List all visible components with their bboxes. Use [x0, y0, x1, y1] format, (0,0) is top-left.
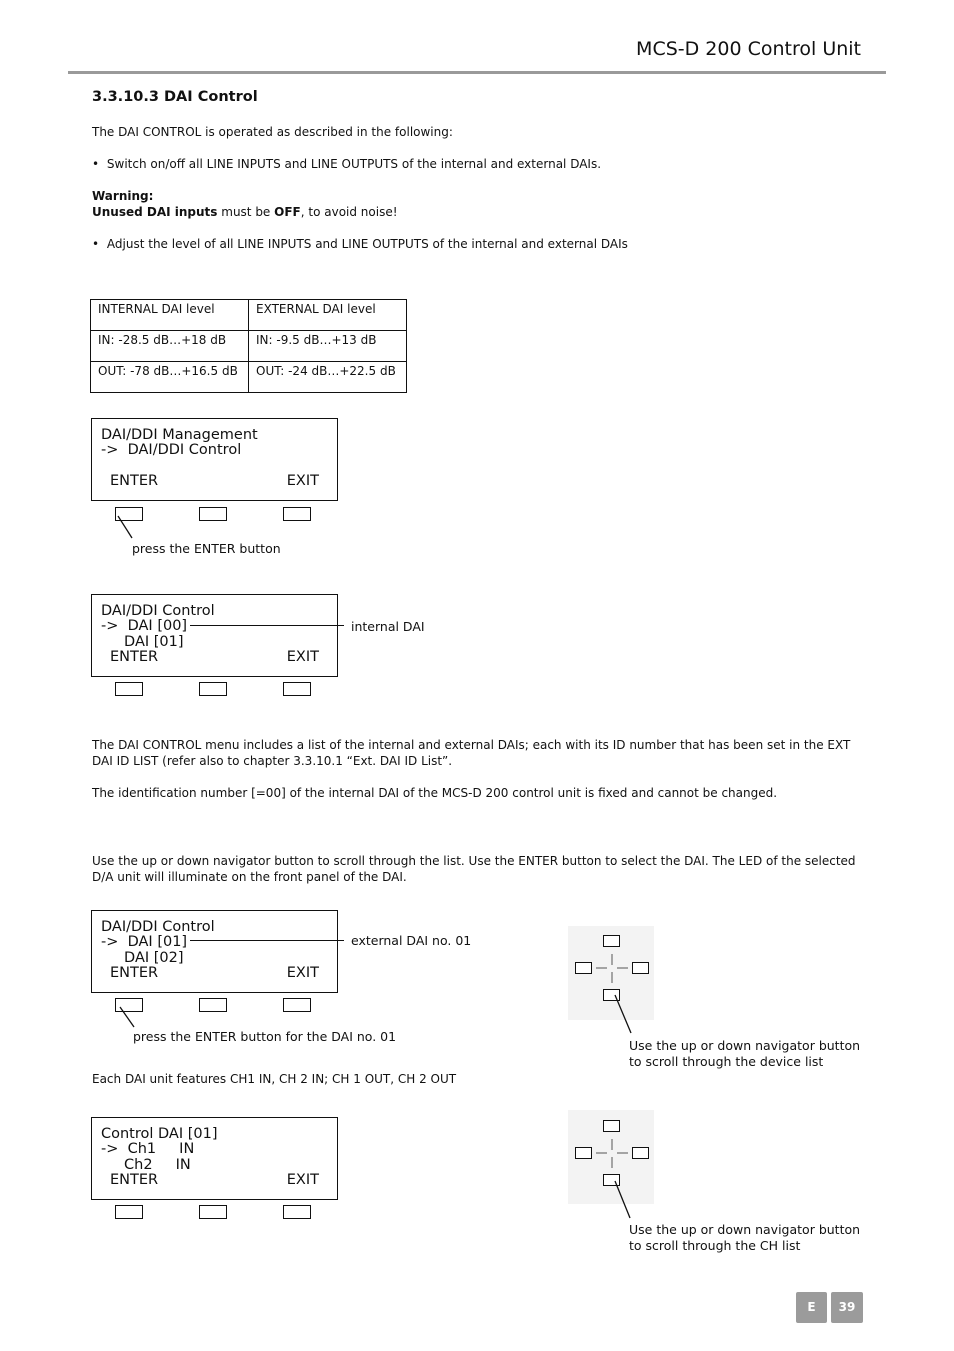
lcd-line: DAI/DDI Management	[101, 427, 258, 443]
lcd-softkey-enter: ENTER	[110, 473, 159, 489]
intro-text: The DAI CONTROL is operated as described in the following:	[92, 125, 453, 139]
middle-key-button[interactable]	[199, 507, 227, 521]
lcd-softkey-exit: EXIT	[286, 649, 319, 665]
caption-line: to scroll through the device list	[629, 1054, 824, 1069]
table-cell: EXTERNAL DAI level	[249, 300, 407, 331]
nav-right-button[interactable]	[632, 1147, 649, 1159]
lcd-display-management	[91, 418, 338, 501]
bullet-item-1	[92, 156, 601, 172]
lcd-line: Control DAI [01]	[101, 1126, 218, 1142]
lcd-softkey-enter: ENTER	[110, 649, 159, 665]
callout-line	[190, 940, 344, 941]
nav-left-button[interactable]	[575, 1147, 592, 1159]
page-header-title: MCS-D 200 Control Unit	[636, 38, 861, 60]
pointer-line	[115, 1005, 145, 1031]
lcd-softkey-exit: EXIT	[286, 1172, 319, 1188]
language-badge: E	[796, 1292, 827, 1323]
table-cell: INTERNAL DAI level	[91, 300, 249, 331]
lcd-line: DAI/DDI Control	[101, 919, 215, 935]
middle-key-button[interactable]	[199, 998, 227, 1012]
lcd-line: -> DAI [01]	[101, 934, 188, 950]
nav-up-button[interactable]	[603, 935, 620, 947]
dai-level-table	[90, 299, 407, 393]
table-cell: OUT: -24 dB…+22.5 dB	[249, 362, 407, 393]
nav-caption-ch-list	[629, 1222, 860, 1254]
callout-internal-dai: internal DAI	[351, 619, 425, 634]
lcd-display-dai-control	[91, 594, 338, 677]
table-cell: IN: -9.5 dB…+13 dB	[249, 331, 407, 362]
middle-key-button[interactable]	[199, 682, 227, 696]
bullet-text: Switch on/off all LINE INPUTS and LINE OUTPUTS of the internal and external DAIs.	[106, 157, 602, 171]
middle-key-button[interactable]	[199, 1205, 227, 1219]
navigator-pad	[568, 926, 654, 1020]
section-heading: 3.3.10.3 DAI Control	[92, 89, 258, 105]
pointer-line	[115, 514, 145, 544]
lcd-softkey-exit: EXIT	[286, 473, 319, 489]
bullet-item-2	[92, 236, 628, 252]
bullet-marker: •	[92, 157, 100, 171]
header-rule	[68, 71, 886, 74]
lcd-softkey-enter: ENTER	[110, 1172, 159, 1188]
caption-line: Use the up or down navigator button	[629, 1222, 861, 1237]
paragraph-navigate: Use the up or down navigator button to scroll through the list. Use the ENTER button to select the DAI. The LED of the selected D/A unit will illuminate on the front panel of the DAI.	[92, 854, 856, 884]
bullet-marker: •	[92, 237, 100, 251]
lcd-line: -> Ch1 IN	[101, 1141, 195, 1157]
table-row	[91, 362, 407, 393]
lcd-line: DAI [02]	[101, 950, 184, 966]
exit-key-button[interactable]	[283, 1205, 311, 1219]
warning-label: Warning:	[92, 189, 154, 203]
enter-key-button[interactable]	[115, 1205, 143, 1219]
pointer-line	[612, 992, 636, 1037]
caption-enter-dai-01: press the ENTER button for the DAI no. 01	[133, 1029, 397, 1044]
table-row	[91, 300, 407, 331]
lcd-softkey-exit: EXIT	[286, 965, 319, 981]
paragraph-id-fixed: The identification number [=00] of the internal DAI of the MCS-D 200 control unit is fixed and cannot be changed.	[92, 786, 778, 800]
table-row	[91, 331, 407, 362]
lcd-display-dai-select	[91, 910, 338, 993]
caption-line: to scroll through the CH list	[629, 1238, 801, 1253]
lcd-line: DAI/DDI Control	[101, 603, 215, 619]
bullet-text: Adjust the level of all LINE INPUTS and LINE OUTPUTS of the internal and external DAIs	[106, 237, 628, 251]
lcd-line: Ch2 IN	[101, 1157, 191, 1173]
exit-key-button[interactable]	[283, 507, 311, 521]
nav-right-button[interactable]	[632, 962, 649, 974]
warning-text	[92, 204, 398, 220]
paragraph-dai-list: The DAI CONTROL menu includes a list of the internal and external DAIs; each with its ID number that has been set in the EXT DAI ID LIST (refer also to chapter 3.3.10.1 “Ext. DAI ID List”.	[92, 738, 851, 768]
warning-end: , to avoid noise!	[300, 205, 398, 219]
pointer-line	[612, 1178, 636, 1222]
nav-arrows-icon	[594, 1137, 630, 1171]
lcd-line: DAI [01]	[101, 634, 184, 650]
navigator-pad	[568, 1110, 654, 1204]
paragraph-channels: Each DAI unit features CH1 IN, CH 2 IN; CH 1 OUT, CH 2 OUT	[92, 1072, 457, 1086]
callout-line	[190, 625, 344, 626]
exit-key-button[interactable]	[283, 998, 311, 1012]
lcd-line: -> DAI [00]	[101, 618, 188, 634]
warning-mid: must be	[217, 205, 275, 219]
table-cell: IN: -28.5 dB…+18 dB	[91, 331, 249, 362]
table-cell: OUT: -78 dB…+16.5 dB	[91, 362, 249, 393]
caption-line: Use the up or down navigator button	[629, 1038, 861, 1053]
exit-key-button[interactable]	[283, 682, 311, 696]
lcd-line: -> DAI/DDI Control	[101, 442, 242, 458]
nav-up-button[interactable]	[603, 1120, 620, 1132]
lcd-softkey-enter: ENTER	[110, 965, 159, 981]
nav-caption-device-list	[629, 1038, 860, 1070]
lcd-display-control-dai	[91, 1117, 338, 1200]
warning-emphasis-2: OFF	[274, 205, 301, 219]
page-number-badge: 39	[831, 1292, 863, 1323]
nav-left-button[interactable]	[575, 962, 592, 974]
callout-external-dai: external DAI no. 01	[351, 933, 472, 948]
caption-enter: press the ENTER button	[132, 541, 281, 556]
warning-emphasis-1: Unused DAI inputs	[92, 205, 218, 219]
nav-arrows-icon	[594, 952, 630, 986]
enter-key-button[interactable]	[115, 682, 143, 696]
